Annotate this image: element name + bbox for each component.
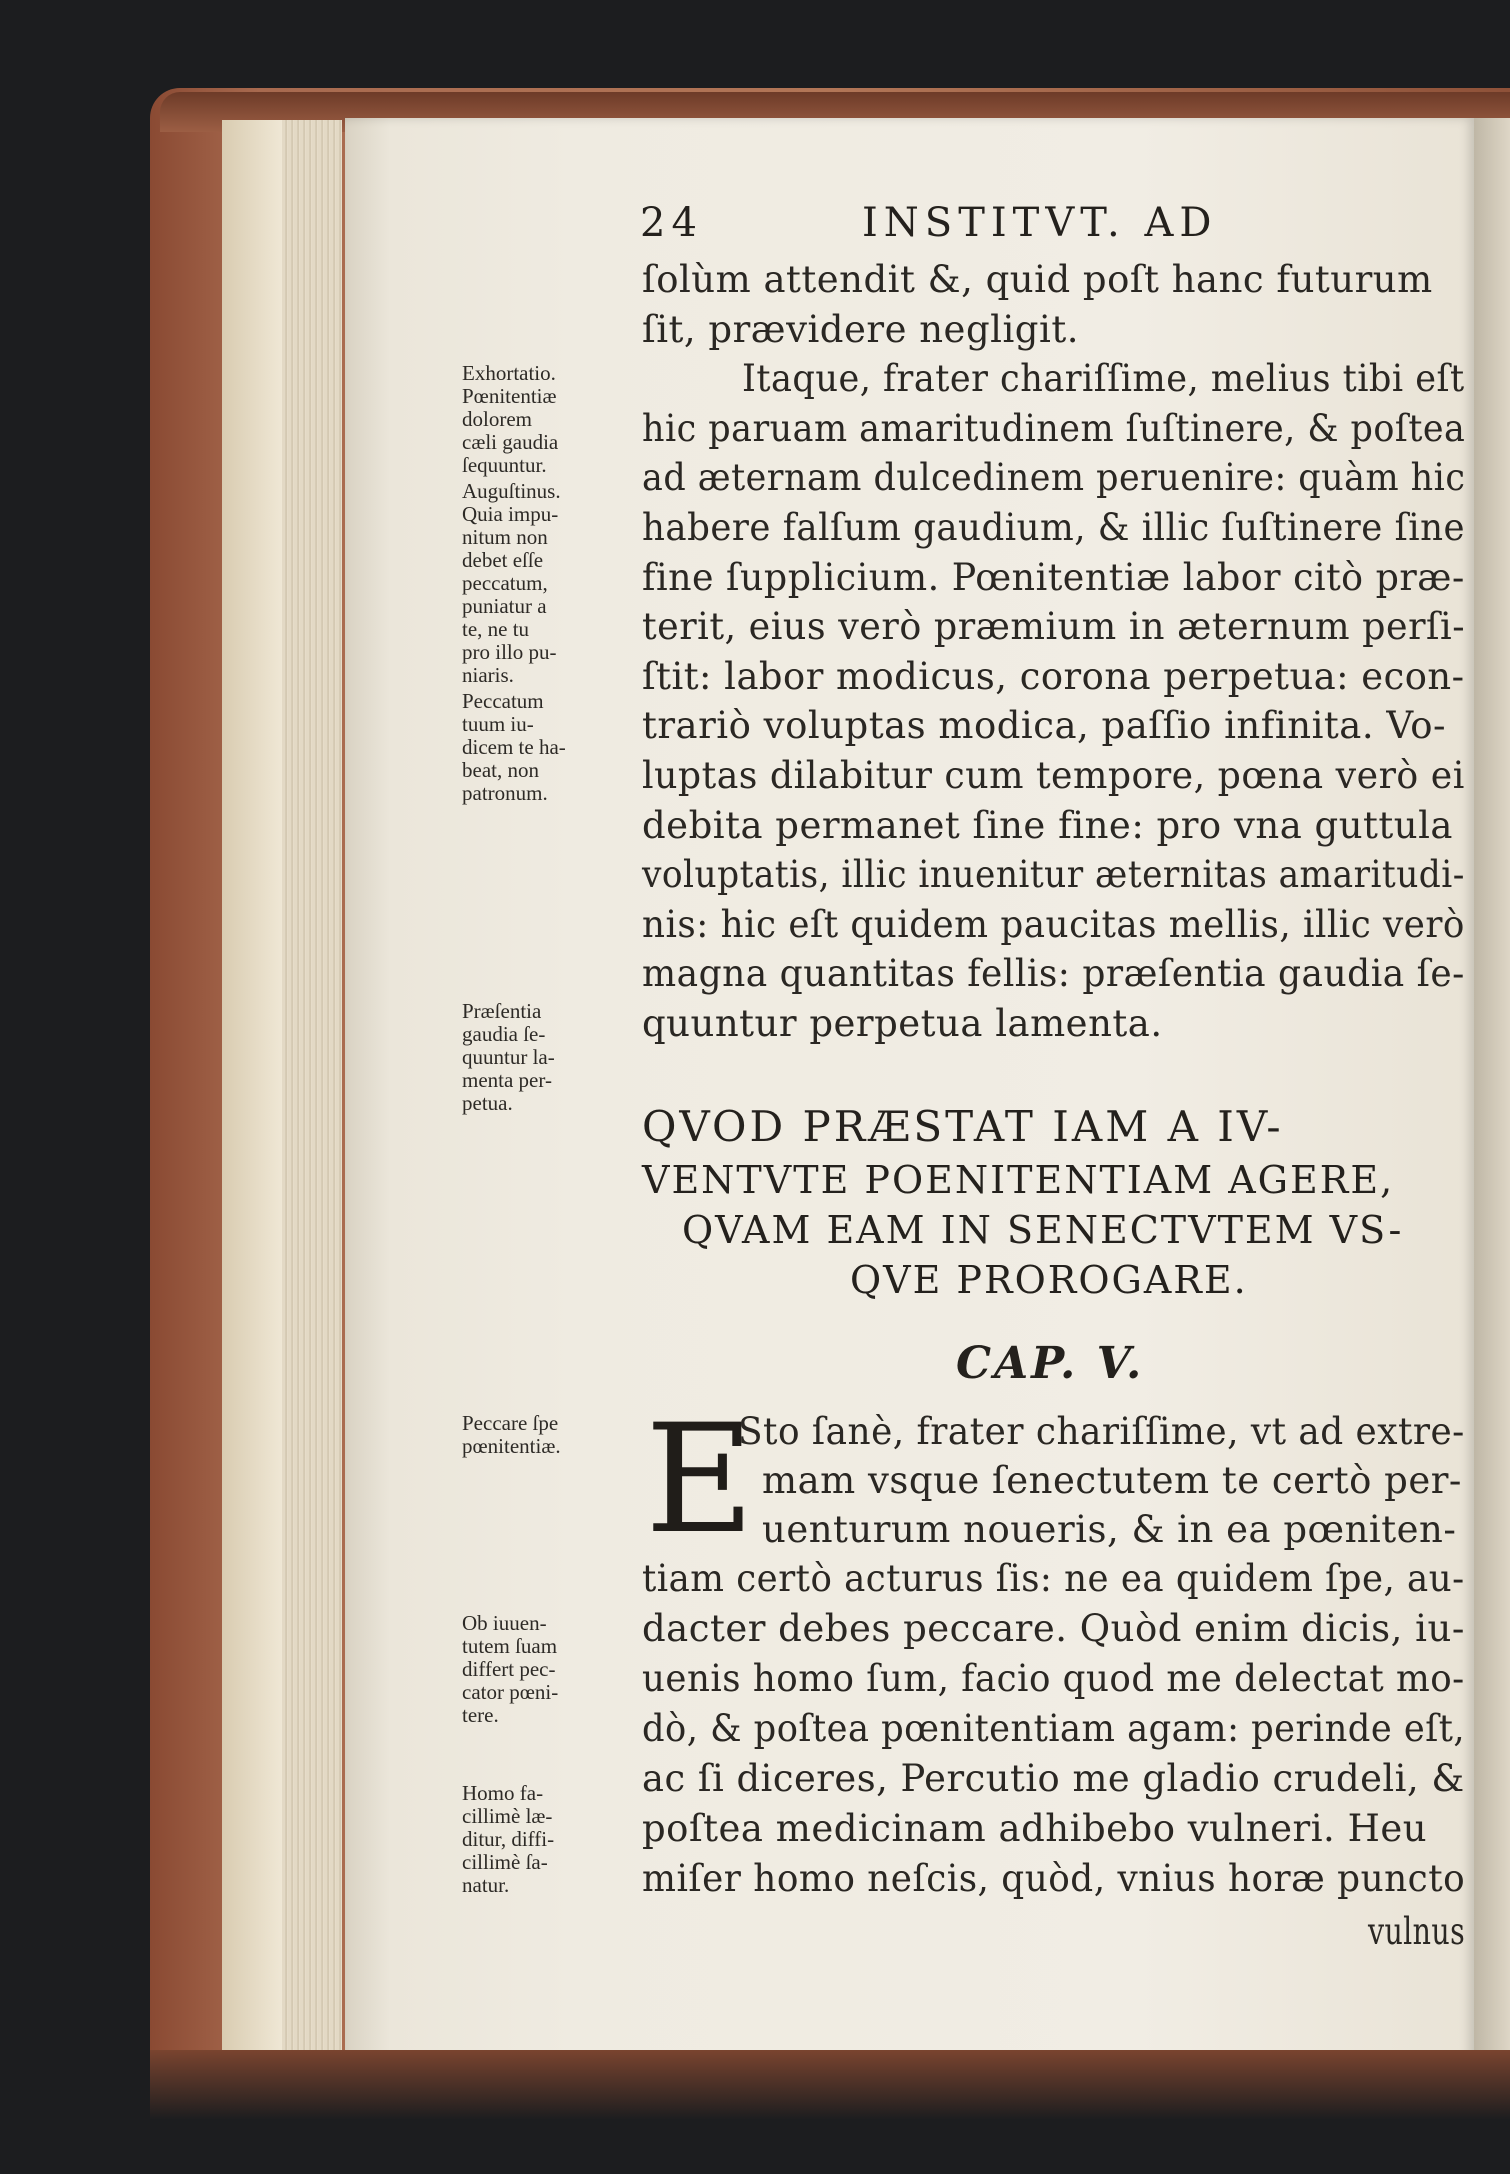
body-line: ſolùm attendit &, quid poſt hanc futurum <box>642 258 1433 301</box>
body-line: Itaque, frater chariſſime, melius tibi eſt <box>742 357 1465 401</box>
body-line: dacter debes peccare. Quòd enim dicis, iu- <box>642 1607 1465 1650</box>
body-line: ſit, prævidere negligit. <box>642 307 1079 351</box>
chapter-heading-line: VENTVTE POENITENTIAM AGERE, <box>642 1158 1395 1202</box>
body-line: poſtea medicinam adhibebo vulneri. Heu <box>642 1807 1428 1850</box>
body-line: magna quantitas fellis: præſentia gaudia ſe- <box>642 952 1465 996</box>
drop-cap: E <box>645 1393 755 1567</box>
body-line: luptas dilabitur cum tempore, pœna verò ei <box>642 754 1465 797</box>
margin-note: Peccare ſpe pœnitentiæ. <box>462 1411 561 1458</box>
body-line: miſer homo neſcis, quòd, vnius horæ puncto <box>642 1857 1466 1900</box>
body-line: uenis homo ſum, facio quod me delectat mo- <box>642 1657 1465 1700</box>
body-line: nis: hic eſt quidem paucitas mellis, illic verò <box>642 902 1465 946</box>
body-line: habere falſum gaudium, & illic ſuſtinere ſine <box>642 506 1466 549</box>
body-line: quuntur perpetua lamenta. <box>642 1002 1163 1045</box>
chapter-heading-line: QVE PROROGARE. <box>850 1258 1248 1302</box>
body-line: trariò voluptas modica, paſſio infinita. Vo- <box>642 704 1446 748</box>
body-line: debita permanet ſine fine: pro vna guttula <box>642 803 1453 847</box>
margin-note: Exhortatio. Pœnitentiæ dolorem cæli gaudia ſequuntur. <box>462 361 559 477</box>
running-title: INSTITVT. AD <box>862 200 1218 246</box>
body-line: Sto ſanè, frater chariſſime, vt ad extre- <box>738 1410 1465 1453</box>
bottom-shadow <box>150 2050 1510 2120</box>
chapter-heading-line: QVAM EAM IN SENECTVTEM VS- <box>682 1208 1404 1252</box>
body-line: voluptatis, illic inuenitur æternitas amaritudi- <box>642 853 1465 897</box>
catchword: vulnus <box>1368 1910 1466 1953</box>
chapter-label: CAP. V. <box>956 1338 1145 1389</box>
page-number: 24 <box>640 200 703 246</box>
body-line: ſtit: labor modicus, corona perpetua: econ- <box>642 654 1465 698</box>
margin-note: Ob iuuen- tutem ſuam differt pec- cator pœni- tere. <box>462 1611 559 1727</box>
margin-note: Auguſtinus. Quia impu- nitum non debet eſſe peccatum, puniatur a te, ne tu pro illo pu- niaris. <box>462 479 561 687</box>
body-line: mam vsque ſenectutem te certò per- <box>762 1459 1462 1502</box>
chapter-heading-line: QVOD PRÆSTAT IAM A IV- <box>642 1102 1284 1151</box>
body-line: fine ſupplicium. Pœnitentiæ labor citò præ- <box>642 555 1465 599</box>
body-line: ad æternam dulcedinem peruenire: quàm hic <box>642 456 1466 500</box>
margin-note: Peccatum tuum iu- dicem te ha- beat, non patronum. <box>462 689 566 805</box>
body-line: ac ſi diceres, Percutio me gladio crudeli, & <box>642 1757 1465 1800</box>
body-line: tiam certò acturus ſis: ne ea quidem ſpe, au- <box>642 1557 1465 1600</box>
margin-note: Homo fa- cillimè læ- ditur, diffi- cillimè ſa- natur. <box>462 1781 555 1897</box>
body-line: hic paruam amaritudinem ſuſtinere, & poſtea <box>642 406 1466 450</box>
body-line: uenturum noueris, & in ea pœniten- <box>762 1508 1457 1551</box>
page-block-shade <box>222 120 282 2070</box>
body-line: dò, & poſtea pœnitentiam agam: perinde eſt, <box>642 1707 1466 1750</box>
body-line: terit, eius verò præmium in æternum perſi- <box>642 605 1466 649</box>
margin-note: Præſentia gaudia ſe- quuntur la- menta per- petua. <box>462 999 555 1115</box>
facing-page-sliver <box>1474 118 1510 2078</box>
